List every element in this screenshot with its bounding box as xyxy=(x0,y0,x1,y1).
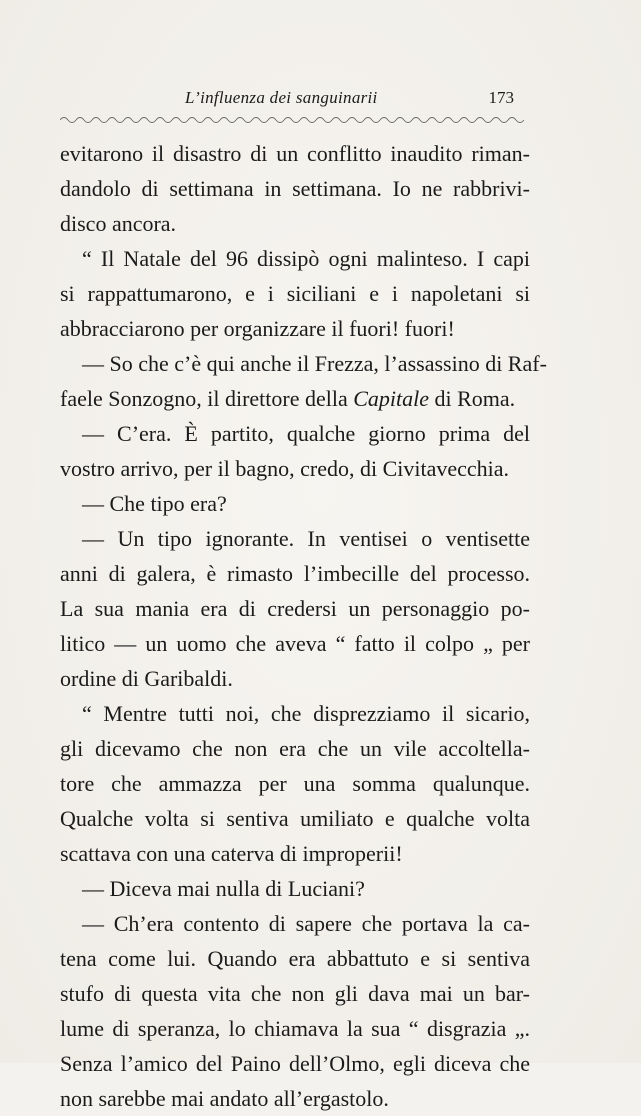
text-line: anni di galera, è rimasto l’imbecille del processo. xyxy=(60,561,530,586)
text-line: Qualche volta si sentiva umiliato e qualche volta xyxy=(60,806,530,831)
paragraph xyxy=(60,346,547,416)
text-line: si rappattumarono, e i siciliani e i napoletani si xyxy=(60,281,530,306)
decorative-wavy-rule xyxy=(60,114,525,124)
paragraph xyxy=(60,486,530,521)
text-line: Senza l’amico del Paino dell’Olmo, egli diceva che xyxy=(60,1051,530,1076)
paragraph xyxy=(60,521,530,696)
text-line: dandolo di settimana in settimana. Io ne rabbrivi- xyxy=(60,176,530,201)
paragraph xyxy=(60,696,530,871)
page-header xyxy=(60,88,530,112)
text-line: disco ancora. xyxy=(60,211,177,236)
text-line: — Un tipo ignorante. In ventisei o ventisette xyxy=(82,526,530,551)
paragraph xyxy=(60,871,530,906)
text-line: La sua mania era di credersi un personaggio po- xyxy=(60,596,530,621)
text-line: scattava con una caterva di improperii! xyxy=(60,841,403,866)
body-text xyxy=(60,136,547,1116)
paragraph xyxy=(60,241,530,346)
text-line: abbracciarono per organizzare il fuori! fuori! xyxy=(60,316,455,341)
text-line: stufo di questa vita che non gli dava mai un bar- xyxy=(60,981,530,1006)
paragraph xyxy=(60,416,530,486)
text-line: evitarono il disastro di un conflitto inaudito riman- xyxy=(60,141,530,166)
text-line: faele Sonzogno, il direttore della Capitale di Roma. xyxy=(60,386,516,411)
text-line: litico — un uomo che aveva “ fatto il colpo „ per xyxy=(60,631,530,656)
text-line: “ Mentre tutti noi, che disprezziamo il sicario, xyxy=(82,701,530,726)
page-number: 173 xyxy=(488,88,514,107)
text-line: “ Il Natale del 96 dissipò ogni malinteso. I capi xyxy=(82,246,530,271)
running-title: L’influenza dei sanguinarii xyxy=(185,88,378,107)
text-line: — So che c’è qui anche il Frezza, l’assassino di Raf- xyxy=(82,351,547,376)
text-line: tena come lui. Quando era abbattuto e si sentiva xyxy=(60,946,530,971)
text-line: lume di speranza, lo chiamava la sua “ disgrazia „. xyxy=(60,1016,530,1041)
text-line: — Che tipo era? xyxy=(82,491,227,516)
text-line: vostro arrivo, per il bagno, credo, di Civitavecchia. xyxy=(60,456,510,481)
text-line: — C’era. È partito, qualche giorno prima del xyxy=(82,421,530,446)
text-line: tore che ammazza per una somma qualunque. xyxy=(60,771,530,796)
paragraph xyxy=(60,136,530,241)
paragraph xyxy=(60,906,530,1116)
text-line: ordine di Garibaldi. xyxy=(60,666,233,691)
text-line: — Diceva mai nulla di Luciani? xyxy=(82,876,365,901)
text-line: gli dicevamo che non era che un vile accoltella- xyxy=(60,736,530,761)
text-line: non sarebbe mai andato all’ergastolo. xyxy=(60,1086,389,1111)
text-line: — Ch’era contento di sapere che portava la ca- xyxy=(82,911,530,936)
